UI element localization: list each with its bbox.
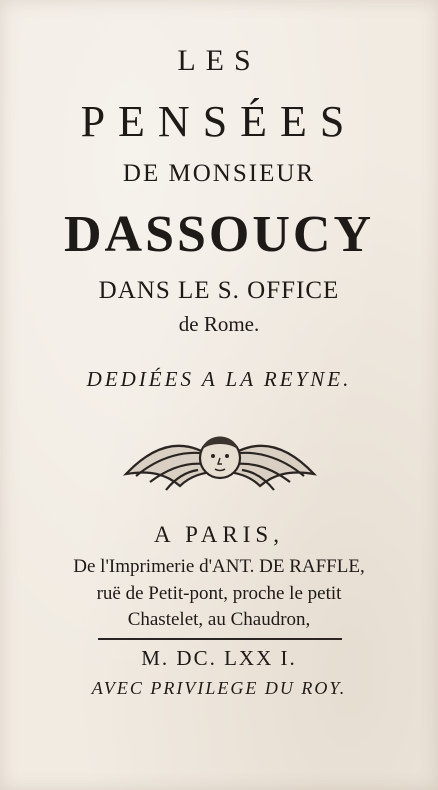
imprint-printer: De l'Imprimerie d'ANT. DE RAFFLE, bbox=[73, 556, 365, 577]
divider-rule bbox=[98, 638, 342, 640]
winged-cherub-icon bbox=[120, 420, 320, 502]
subtitle-office: DANS LE S. OFFICE bbox=[98, 277, 340, 304]
subtitle-rome: de Rome. bbox=[178, 312, 260, 336]
imprint-street: ruë de Petit-pont, proche le petit bbox=[96, 583, 342, 604]
publication-year: M. DC. LXX I. bbox=[141, 646, 297, 670]
title-pensees: PENSÉES bbox=[80, 97, 358, 146]
royal-privilege: AVEC PRIVILEGE DU ROY. bbox=[91, 678, 347, 698]
imprint-sign: Chastelet, au Chaudron, bbox=[127, 609, 311, 630]
imprint-city: A PARIS, bbox=[154, 522, 284, 547]
title-les: LES bbox=[177, 44, 261, 77]
author-name: DASSOUCY bbox=[63, 206, 375, 263]
dedication: DEDIÉES A LA REYNE. bbox=[86, 367, 352, 391]
title-de-monsieur: DE MONSIEUR bbox=[122, 160, 316, 187]
